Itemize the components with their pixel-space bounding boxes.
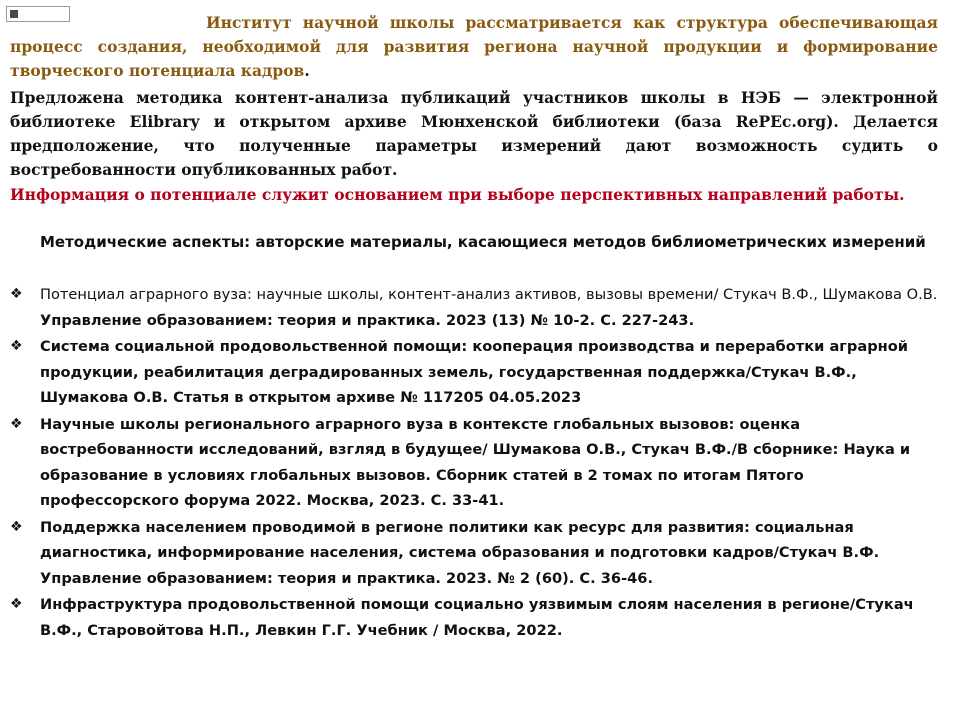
intro-paragraph bbox=[10, 11, 938, 83]
reference-item bbox=[8, 334, 942, 411]
diamond-dots-bullet-icon: ❖ bbox=[10, 518, 23, 535]
diamond-dots-bullet-icon: ❖ bbox=[10, 415, 23, 432]
reference-list bbox=[8, 282, 942, 644]
diamond-dots-bullet-icon: ❖ bbox=[10, 338, 23, 354]
reference-text-bold: Научные школы регионального аграрного вуза в контексте глобальных вызовов: оценка востребованности исследований, взгляд в будущее/ Шумакова О.В., Стукач В.Ф./В сборнике: Наука и образование в условиях глобальных вызовов. Сборник статей в 2 томах по итогам Пятого профессорского форума 2022. Москва, 2023. С. 33-41. bbox=[40, 415, 911, 509]
reference-text-bold: Управление образованием: теория и практика. 2023 (13) № 10-2. С. 227-243. bbox=[40, 311, 695, 329]
reference-text-bold: Система социальной продовольственной помощи: кооперация производства и переработки аграрной продукции, реабилитация деградированных земель, государственная поддержка/Стукач В.Ф., Шумакова О.В. Статья в открытом архиве № 117205 04.05.2023 bbox=[40, 338, 908, 406]
intro-paragraph-period: . bbox=[304, 61, 310, 80]
diamond-dots-bullet-icon: ❖ bbox=[10, 596, 23, 612]
reference-text-bold: Инфраструктура продовольственной помощи социально уязвимым слоям населения в регионе/Стукач В.Ф., Старовойтова Н.П., Левкин Г.Г. Учебник / Москва, 2022. bbox=[40, 596, 914, 639]
diamond-dots-bullet-icon: ❖ bbox=[10, 286, 23, 302]
reference-item bbox=[8, 282, 942, 333]
reference-text-regular: Потенциал аграрного вуза: научные школы, контент-анализ активов, вызовы времени/ Стукач В.Ф., Шумакова О.В. bbox=[40, 286, 938, 303]
intro-paragraph-text: Институт научной школы рассматривается как структура обеспечивающая процесс создания, необходимой для развития региона научной продукции и формирование творческого потенциала кадров bbox=[10, 13, 938, 80]
reference-item bbox=[8, 592, 942, 643]
reference-item bbox=[8, 515, 942, 592]
reference-item bbox=[8, 412, 942, 514]
reference-text-bold: Поддержка населением проводимой в регионе политики как ресурс для развития: социальная диагностика, информирование населения, система образования и подготовки кадров/Стукач В.Ф. Управление образованием: теория и практика. 2023. № 2 (60). С. 36-46. bbox=[40, 518, 880, 587]
method-paragraph: Предложена методика контент-анализа публикаций участников школы в НЭБ — электронной библиотеке Elibrary и открытом архиве Мюнхенской библиотеки (база RePEc.org). Делается предположение, что полученные параметры измерений дают возможность судить о востребованности опубликованных работ. bbox=[10, 88, 938, 179]
section-title: Методические аспекты: авторские материалы, касающиеся методов библиометрических измерений bbox=[40, 233, 926, 251]
conclusion-paragraph: Информация о потенциале служит основанием при выборе перспективных направлений работы. bbox=[10, 185, 905, 204]
